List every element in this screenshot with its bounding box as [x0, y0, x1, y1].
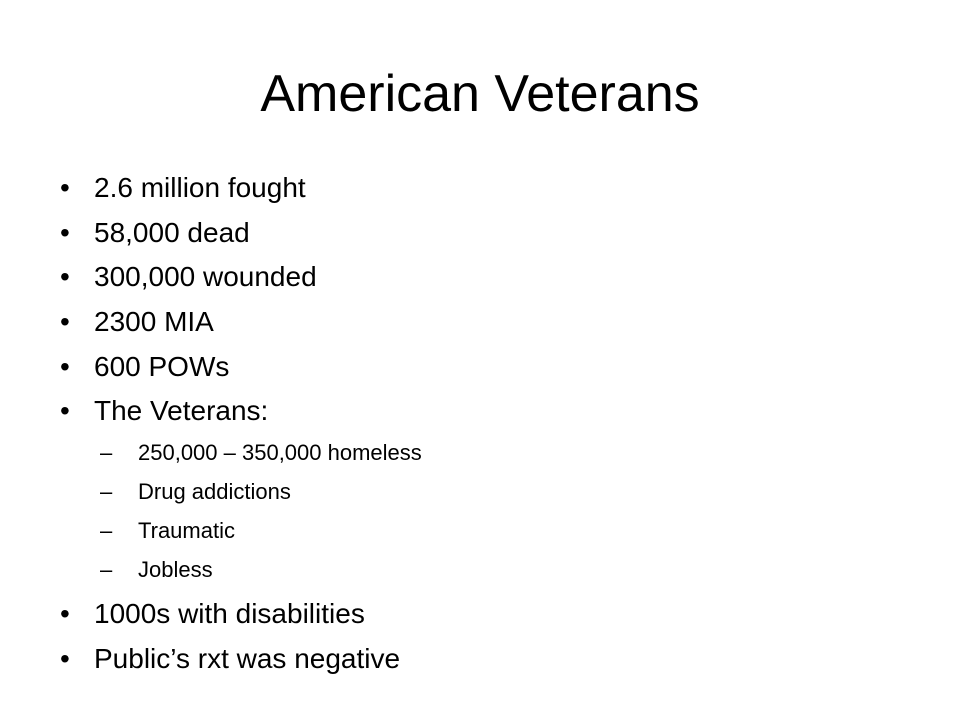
sub-bullet-marker: –: [100, 518, 113, 544]
sub-bullet-item: [60, 512, 422, 551]
bullet-text: 58,000 dead: [94, 216, 250, 248]
sub-list-container: [60, 434, 422, 592]
bullet-text: The Veterans:: [94, 395, 269, 427]
bullet-marker: •: [60, 172, 70, 203]
bullet-marker: •: [60, 395, 70, 427]
sub-bullet-text: Jobless: [138, 557, 213, 583]
bullet-marker: •: [60, 642, 70, 674]
bullet-text: 1000s with disabilities: [94, 598, 365, 630]
bullet-text: Public’s rxt was negative: [94, 642, 401, 674]
bullet-text: 2300 MIA: [94, 306, 214, 338]
sub-bullet-marker: –: [100, 557, 113, 583]
bullet-list: [60, 166, 422, 682]
sub-bullet-list: [60, 434, 422, 592]
bullet-marker: •: [60, 306, 70, 338]
bullet-item: [60, 300, 422, 345]
bullet-item: [60, 211, 422, 256]
bullet-marker: •: [60, 598, 70, 630]
sub-bullet-marker: –: [100, 440, 113, 466]
bullet-item: [60, 389, 422, 434]
bullet-text: 300,000 wounded: [94, 261, 317, 293]
sub-bullet-text: Drug addictions: [138, 479, 291, 505]
bullet-text: 600 POWs: [94, 350, 230, 382]
sub-bullet-item: [60, 551, 422, 590]
sub-bullet-item: [60, 473, 422, 512]
bullet-marker: •: [60, 216, 70, 248]
bullet-item: [60, 255, 422, 300]
slide-title: American Veterans: [260, 65, 700, 123]
bullet-item: [60, 592, 422, 637]
sub-bullet-text: 250,000 – 350,000 homeless: [138, 440, 422, 466]
sub-bullet-item: [60, 434, 422, 473]
bullet-item: [60, 345, 422, 390]
bullet-text: 2.6 million fought: [94, 172, 306, 203]
bullet-item: [60, 637, 422, 682]
bullet-item: [60, 166, 422, 211]
bullet-marker: •: [60, 261, 70, 293]
sub-bullet-marker: –: [100, 479, 113, 505]
bullet-marker: •: [60, 350, 70, 382]
sub-bullet-text: Traumatic: [138, 518, 235, 544]
